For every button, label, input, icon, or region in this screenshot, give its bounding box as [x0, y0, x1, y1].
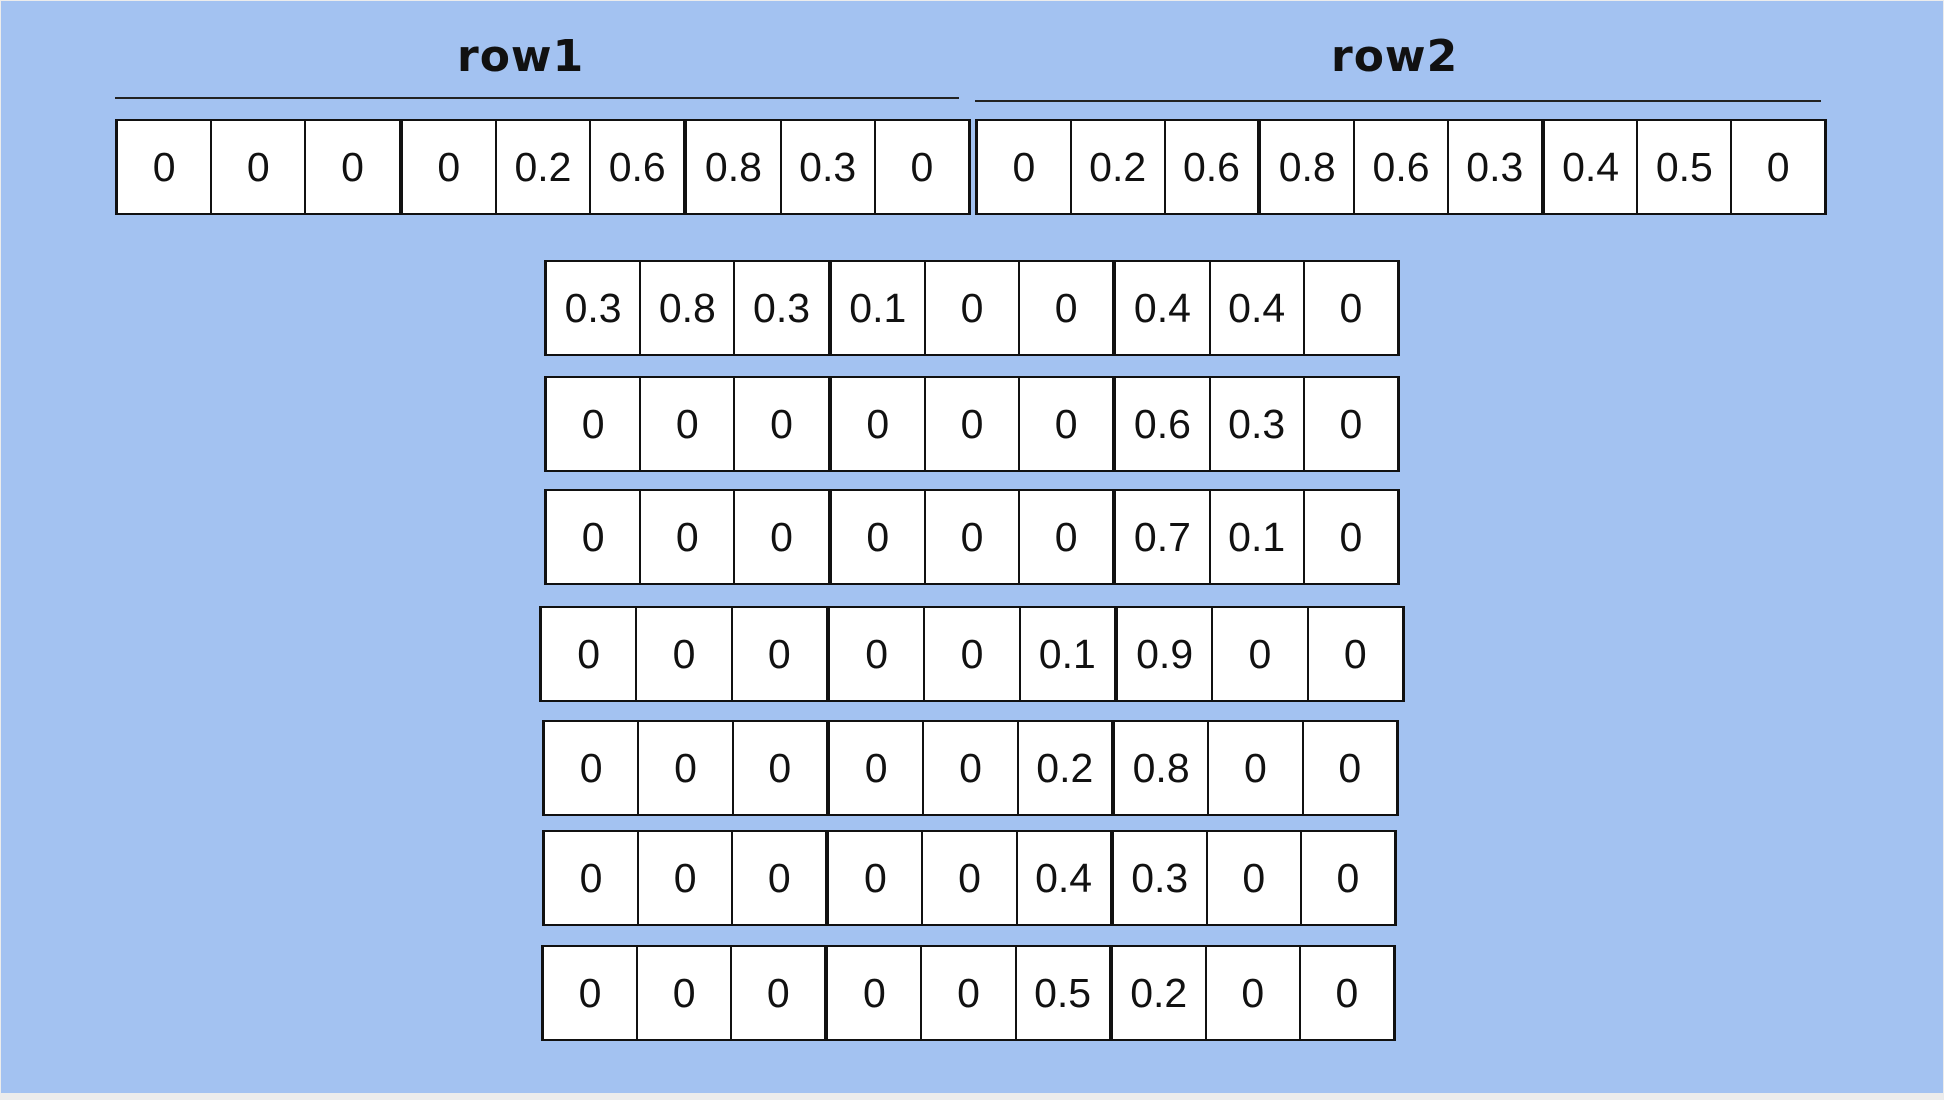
matrix-cell: 0: [1305, 378, 1397, 470]
matrix-cell: 0: [832, 491, 926, 583]
row1-cell: 0: [212, 121, 306, 213]
matrix-cell: 0: [832, 378, 926, 470]
matrix-cell: 0.1: [1021, 608, 1118, 700]
matrix-cell: 0: [735, 378, 831, 470]
matrix-cell: 0.3: [547, 262, 641, 354]
matrix-cell: 0: [828, 947, 922, 1039]
row1-cell: 0: [118, 121, 212, 213]
matrix-cell: 0.4: [1116, 262, 1210, 354]
matrix-cell: 0: [732, 947, 828, 1039]
row1-cell: 0: [403, 121, 497, 213]
matrix-row-5: [542, 720, 1399, 816]
matrix-cell: 0: [547, 378, 641, 470]
row2-cell: 0: [978, 121, 1072, 213]
matrix-cell: 0.7: [1116, 491, 1210, 583]
matrix-cell: 0: [926, 262, 1020, 354]
matrix-cell: 0: [641, 378, 735, 470]
row1-cell: 0: [876, 121, 968, 213]
matrix-cell: 0: [925, 608, 1020, 700]
matrix-cell: 0: [1305, 262, 1397, 354]
row1-cell: 0.6: [591, 121, 687, 213]
matrix-cell: 0: [545, 832, 639, 924]
matrix-cell: 0: [1207, 947, 1301, 1039]
matrix-cell: 0: [542, 608, 637, 700]
row2-cell: 0.6: [1355, 121, 1449, 213]
matrix-cell: 0: [1020, 491, 1116, 583]
matrix-cell: 0: [926, 378, 1020, 470]
matrix-cell: 0: [923, 832, 1017, 924]
matrix-cell: 0: [1020, 378, 1116, 470]
matrix-cell: 0: [735, 491, 831, 583]
matrix-row-7: [541, 945, 1396, 1041]
row2-cell: 0.3: [1449, 121, 1545, 213]
row1-strip: [115, 119, 971, 215]
row2-cell: 0: [1732, 121, 1824, 213]
matrix-cell: 0.2: [1019, 722, 1115, 814]
matrix-cell: 0: [734, 722, 830, 814]
row1-cell: 0.3: [782, 121, 876, 213]
matrix-cell: 0: [1305, 491, 1397, 583]
matrix-cell: 0: [830, 722, 924, 814]
row2-cell: 0.4: [1545, 121, 1639, 213]
matrix-cell: 0: [733, 608, 830, 700]
matrix-cell: 0: [922, 947, 1016, 1039]
matrix-cell: 0.3: [735, 262, 831, 354]
row1-cell: 0.8: [687, 121, 781, 213]
matrix-cell: 0.3: [1211, 378, 1305, 470]
matrix-cell: 0.1: [832, 262, 926, 354]
matrix-cell: 0: [641, 491, 735, 583]
matrix-cell: 0: [639, 722, 733, 814]
matrix-cell: 0: [1309, 608, 1402, 700]
row2-cell: 0.2: [1072, 121, 1166, 213]
matrix-cell: 0: [829, 832, 923, 924]
matrix-cell: 0.8: [1115, 722, 1209, 814]
matrix-cell: 0: [547, 491, 641, 583]
matrix-cell: 0: [733, 832, 829, 924]
row1-underline: [115, 97, 959, 99]
row2-title: row2: [1331, 31, 1459, 82]
matrix-cell: 0.1: [1211, 491, 1305, 583]
row2-cell: 0.5: [1638, 121, 1732, 213]
matrix-row-1: [544, 260, 1400, 356]
diagram-canvas: [1, 1, 1943, 1093]
row1-cell: 0: [306, 121, 402, 213]
matrix-cell: 0.2: [1113, 947, 1207, 1039]
matrix-cell: 0: [1213, 608, 1308, 700]
matrix-cell: 0: [926, 491, 1020, 583]
matrix-cell: 0: [637, 608, 732, 700]
matrix-cell: 0: [544, 947, 638, 1039]
matrix-cell: 0.4: [1211, 262, 1305, 354]
matrix-row-6: [542, 830, 1397, 926]
row2-strip: [975, 119, 1827, 215]
matrix-cell: 0.5: [1017, 947, 1113, 1039]
matrix-cell: 0: [638, 947, 732, 1039]
matrix-row-2: [544, 376, 1400, 472]
row2-cell: 0.8: [1261, 121, 1355, 213]
row1-cell: 0.2: [497, 121, 591, 213]
row2-cell: 0.6: [1166, 121, 1262, 213]
matrix-row-4: [539, 606, 1405, 702]
matrix-cell: 0: [830, 608, 925, 700]
matrix-row-3: [544, 489, 1400, 585]
matrix-cell: 0: [1301, 947, 1393, 1039]
matrix-cell: 0: [1209, 722, 1303, 814]
matrix-cell: 0.9: [1118, 608, 1213, 700]
matrix-cell: 0: [545, 722, 639, 814]
matrix-cell: 0: [1208, 832, 1302, 924]
matrix-cell: 0.6: [1116, 378, 1210, 470]
matrix-cell: 0: [639, 832, 733, 924]
matrix-cell: 0: [924, 722, 1018, 814]
matrix-cell: 0.8: [641, 262, 735, 354]
row1-title: row1: [457, 31, 585, 82]
matrix-cell: 0.3: [1114, 832, 1208, 924]
matrix-cell: 0.4: [1018, 832, 1114, 924]
row2-underline: [975, 100, 1821, 102]
matrix-cell: 0: [1020, 262, 1116, 354]
matrix-cell: 0: [1304, 722, 1396, 814]
matrix-cell: 0: [1302, 832, 1394, 924]
